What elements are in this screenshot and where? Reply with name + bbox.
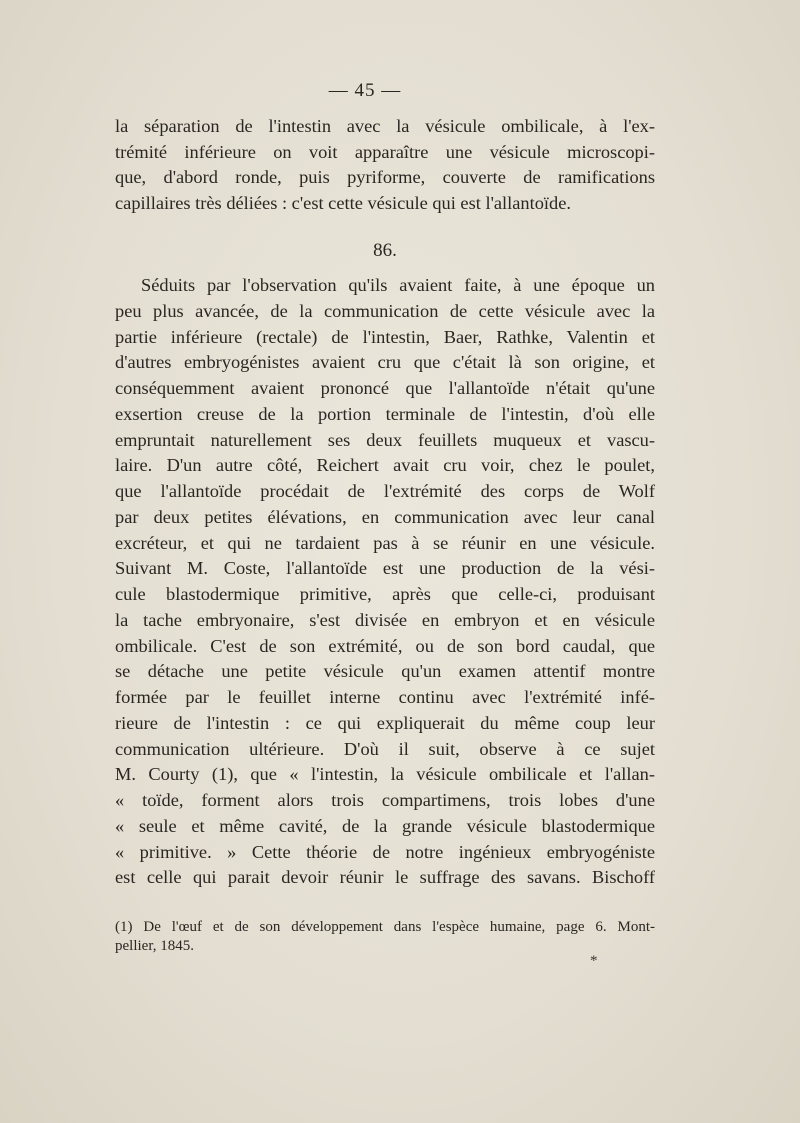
signature-mark: *	[590, 953, 598, 969]
text-line: la tache embryonaire, s'est divisée en embryon et en vésicule	[115, 609, 655, 630]
text-line: « toïde, forment alors trois compartimens, trois lobes d'une	[115, 790, 655, 810]
text-line: « primitive. » Cette théorie de notre ingénieux embryogéniste	[115, 841, 655, 862]
section-number: 86.	[373, 240, 397, 261]
text-line: par deux petites élévations, en communication avec leur canal	[115, 506, 655, 527]
footnote-line: (1) De l'œuf et de son développement dans l'espèce humaine, page 6. Mont-	[115, 919, 655, 935]
text-line: rieure de l'intestin : ce qui expliquerait du même coup leur	[115, 712, 655, 733]
text-line: Suivant M. Coste, l'allantoïde est une production de la vési-	[115, 558, 655, 579]
text-line: que, d'abord ronde, puis pyriforme, couverte de ramifications	[115, 167, 655, 188]
text-line: peu plus avancée, de la communication de cette vésicule avec la	[115, 300, 655, 321]
text-line: se détache une petite vésicule qu'un examen attentif montre	[115, 661, 655, 682]
text-line: exsertion creuse de la portion terminale de l'intestin, d'où elle	[115, 403, 655, 424]
text-line: ombilicale. C'est de son extrémité, ou de son bord caudal, que	[115, 635, 655, 656]
page-number: — 45 —	[328, 80, 402, 101]
text-line: conséquemment avaient prononcé que l'allantoïde n'était qu'une	[115, 378, 655, 398]
text-line: formée par le feuillet interne continu avec l'extrémité infé-	[115, 687, 655, 707]
paragraph-2	[115, 273, 655, 891]
text-line: Séduits par l'observation qu'ils avaient faite, à une époque un	[141, 275, 655, 295]
text-line: est celle qui parait devoir réunir le suffrage des savans. Bischoff	[115, 867, 655, 888]
text-line: cule blastodermique primitive, après que celle-ci, produisant	[115, 584, 655, 604]
text-line: empruntait naturellement ses deux feuillets muqueux et vascu-	[115, 429, 655, 450]
text-line: M. Courty (1), que « l'intestin, la vésicule ombilicale et l'allan-	[115, 764, 655, 785]
text-line: trémité inférieure on voit apparaître une vésicule microscopi-	[115, 141, 655, 162]
paragraph-1	[115, 114, 655, 216]
text-line: partie inférieure (rectale) de l'intestin, Baer, Rathke, Valentin et	[115, 326, 655, 347]
text-line: d'autres embryogénistes avaient cru que c'était là son origine, et	[115, 352, 655, 373]
footnote-line: pellier, 1845.	[115, 938, 194, 954]
text-line: laire. D'un autre côté, Reichert avait cru voir, chez le poulet,	[115, 455, 655, 476]
text-line: excréteur, et qui ne tardaient pas à se réunir en une vésicule.	[115, 532, 655, 553]
text-line: communication ultérieure. D'où il suit, observe à ce sujet	[115, 738, 655, 759]
text-line: la séparation de l'intestin avec la vésicule ombilicale, à l'ex-	[115, 116, 655, 136]
text-line: capillaires très déliées : c'est cette vésicule qui est l'allantoïde.	[115, 192, 571, 213]
text-line: « seule et même cavité, de la grande vésicule blastodermique	[115, 815, 655, 836]
footnote	[115, 918, 655, 956]
text-line: que l'allantoïde procédait de l'extrémité des corps de Wolf	[115, 481, 655, 501]
